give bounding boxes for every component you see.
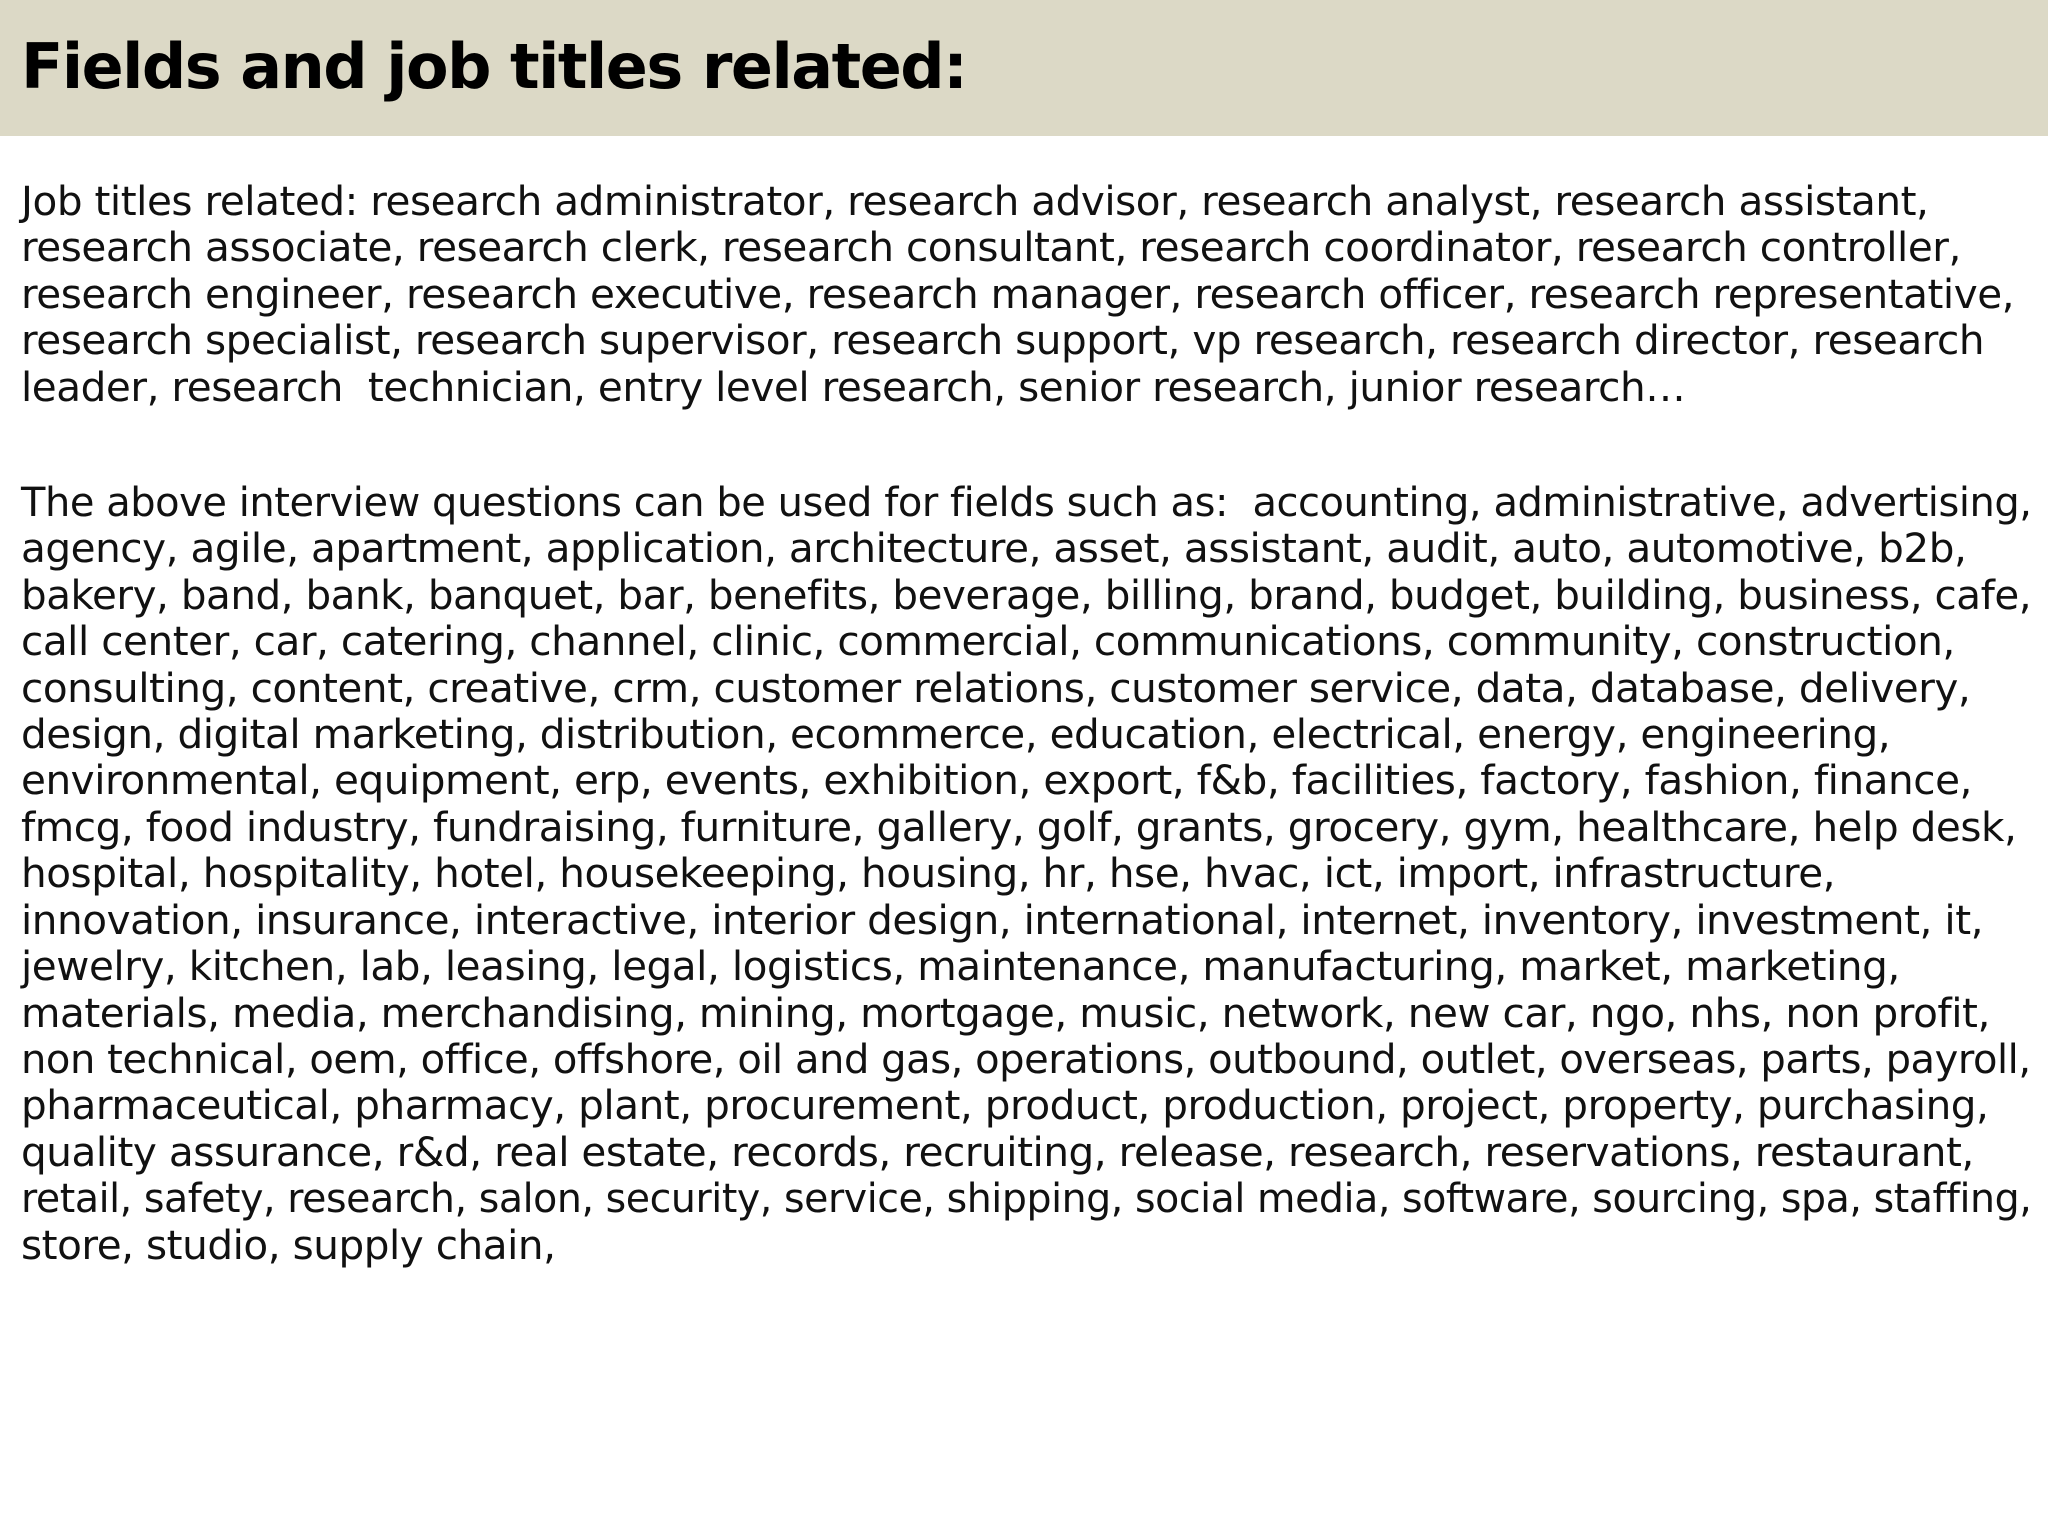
title-bar xyxy=(0,0,2048,136)
text-line: fmcg, food industry, fundraising, furniture, gallery, golf, grants, grocery, gym, healthcare, help desk, xyxy=(21,802,2017,851)
text-line: research engineer, research executive, research manager, research officer, research representative, xyxy=(21,269,2015,318)
text-line: design, digital marketing, distribution, ecommerce, education, electrical, energy, engineering, xyxy=(21,710,1891,759)
text-line: leader, research technician, entry level research, senior research, junior research… xyxy=(21,362,1686,411)
text-line: store, studio, supply chain, xyxy=(21,1220,556,1269)
text-line: consulting, content, creative, crm, customer relations, customer service, data, database, delivery, xyxy=(21,663,1971,712)
text-line: Job titles related: research administrator, research advisor, research analyst, research assistant, xyxy=(21,177,1929,225)
text-line: hospital, hospitality, hotel, housekeeping, housing, hr, hse, hvac, ict, import, infrastructure, xyxy=(21,849,1836,898)
slide-title: Fields and job titles related: xyxy=(21,30,967,103)
text-line: non technical, oem, office, offshore, oil and gas, operations, outbound, outlet, overseas, parts, payroll, xyxy=(21,1034,2031,1083)
text-line: quality assurance, r&d, real estate, records, recruiting, release, research, reservations, restaurant, xyxy=(21,1127,1974,1176)
text-line: materials, media, merchandising, mining, mortgage, music, network, new car, ngo, nhs, non profit, xyxy=(21,988,1990,1037)
text-line: pharmaceutical, pharmacy, plant, procurement, product, production, project, property, purchasing, xyxy=(21,1081,1989,1130)
text-line: The above interview questions can be used for fields such as: accounting, administrative, advertising, xyxy=(21,478,2032,527)
text-line: bakery, band, bank, banquet, bar, benefits, beverage, billing, brand, budget, building, business, cafe, xyxy=(21,570,2032,619)
text-line: research specialist, research supervisor, research support, vp research, research director, research xyxy=(21,316,1985,365)
fields-paragraph xyxy=(21,479,2031,1268)
text-line: agency, agile, apartment, application, architecture, asset, assistant, audit, auto, automotive, b2b, xyxy=(21,524,1967,573)
text-line: call center, car, catering, channel, clinic, commercial, communications, community, construction, xyxy=(21,617,1955,666)
slide-body xyxy=(21,178,2031,1268)
text-line: innovation, insurance, interactive, interior design, international, internet, inventory, investment, it, xyxy=(21,895,1984,944)
text-line: environmental, equipment, erp, events, exhibition, export, f&b, facilities, factory, fashion, finance, xyxy=(21,756,1972,805)
text-line: retail, safety, research, salon, security, service, shipping, social media, software, sourcing, spa, staffing, xyxy=(21,1174,2032,1223)
text-line: jewelry, kitchen, lab, leasing, legal, logistics, maintenance, manufacturing, market, marketing, xyxy=(21,942,1900,991)
job-titles-paragraph xyxy=(21,178,2031,410)
text-line: research associate, research clerk, research consultant, research coordinator, research controller, xyxy=(21,223,1961,272)
